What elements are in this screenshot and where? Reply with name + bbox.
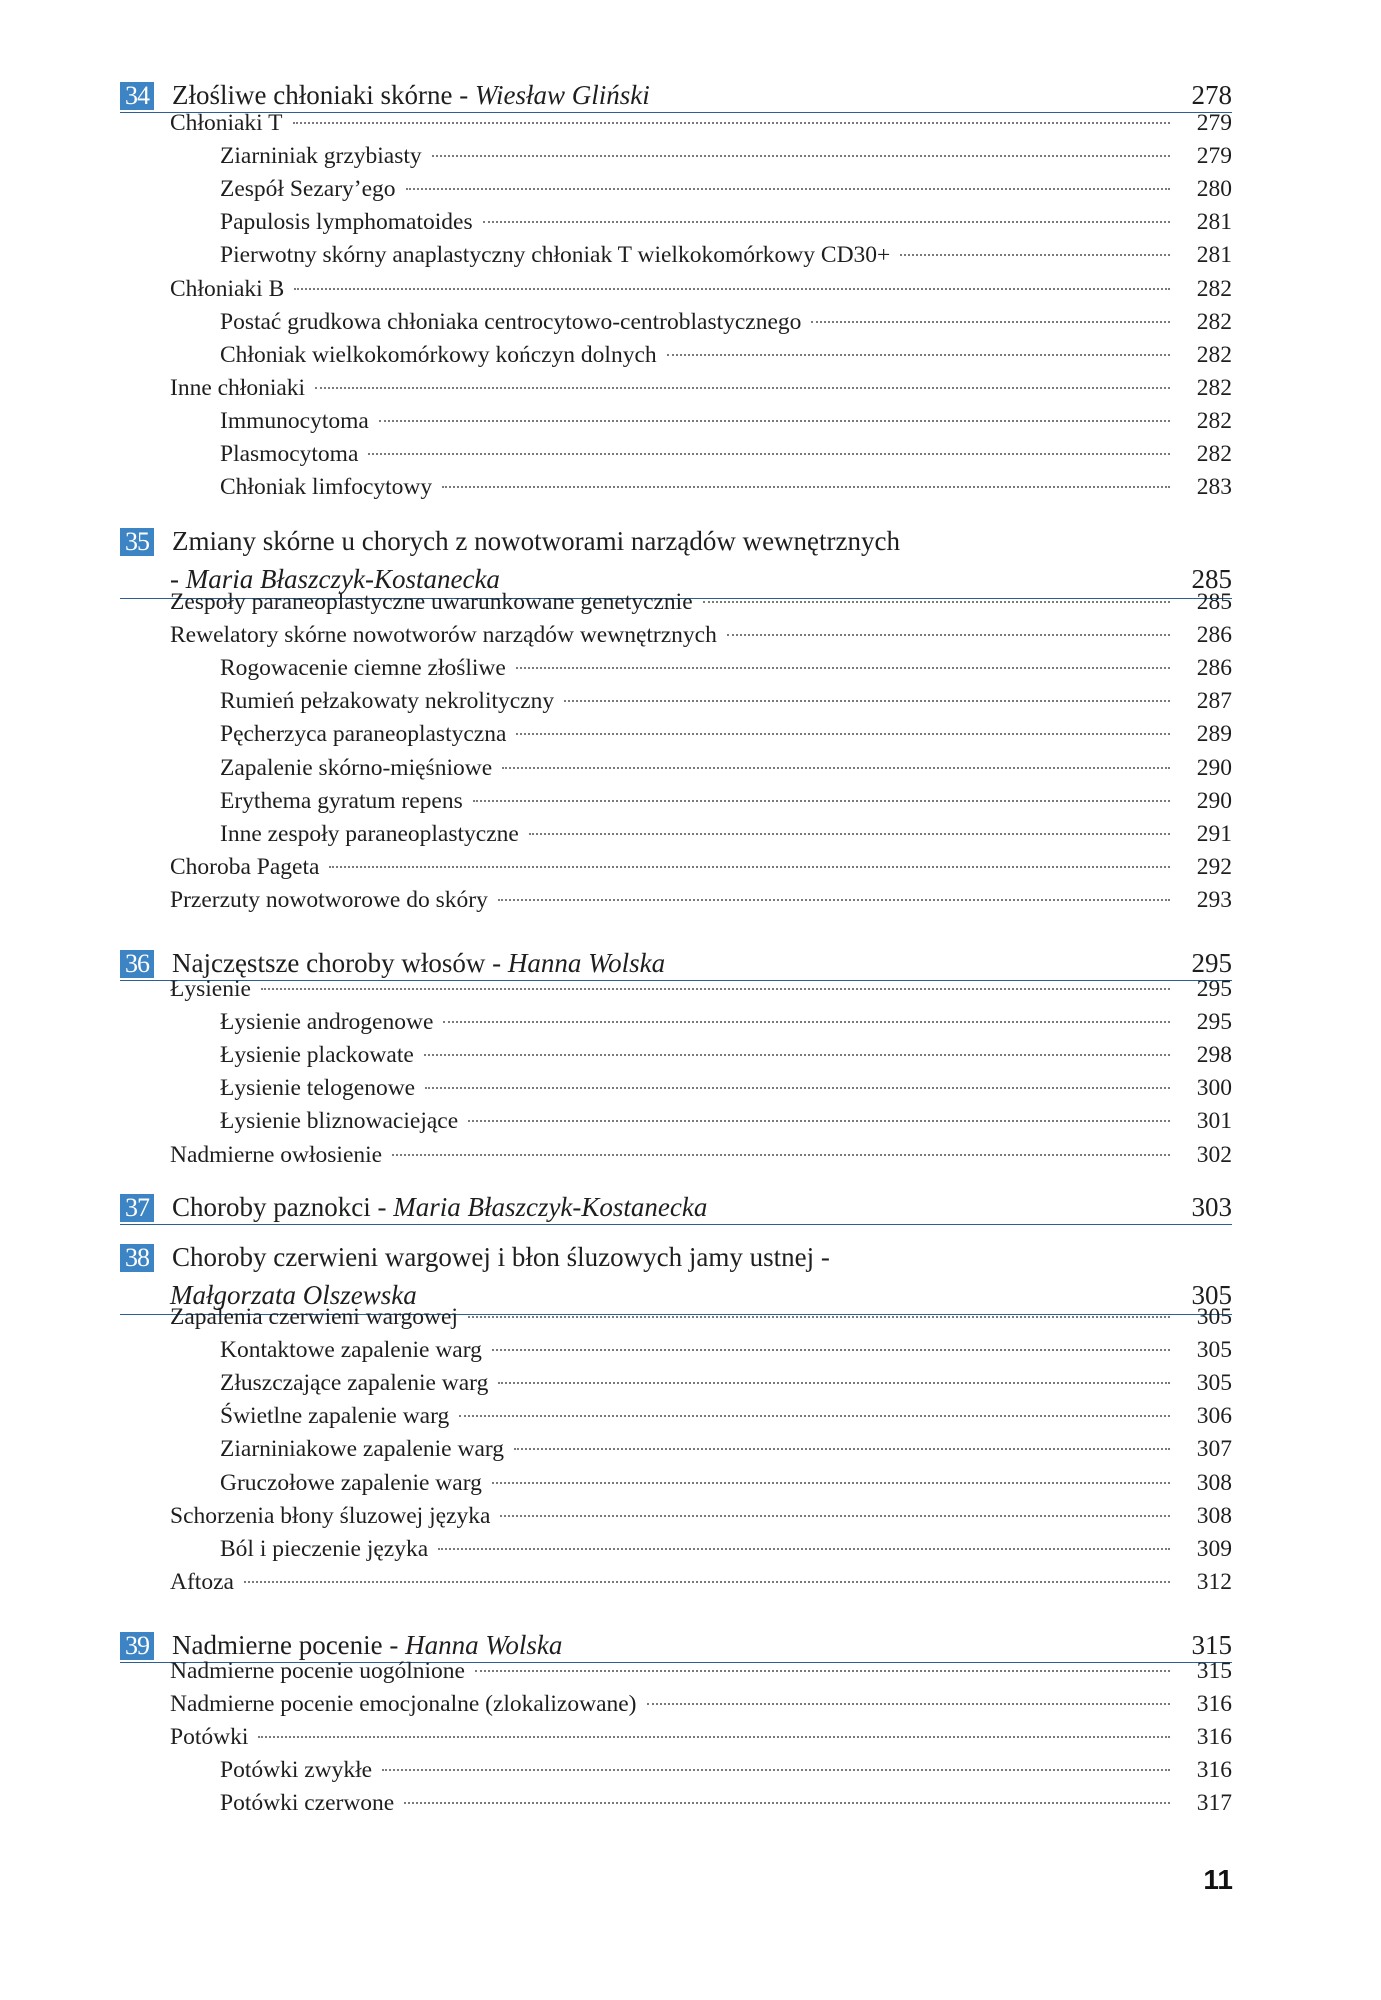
chapter-number-badge: 36: [120, 950, 154, 978]
toc-entry-page: 307: [1196, 1436, 1232, 1463]
toc-entry[interactable]: [220, 239, 1232, 271]
toc-entry-page: 279: [1196, 143, 1232, 170]
toc-entry-label: Inne chłoniaki: [170, 374, 306, 401]
toc-entry[interactable]: [220, 785, 1232, 817]
toc-entry[interactable]: [220, 818, 1232, 850]
chapter-title-text: Złośliwe chłoniaki skórne: [172, 80, 453, 110]
toc-entry[interactable]: [220, 1787, 1232, 1819]
dot-leader: [492, 1482, 1170, 1484]
toc-entry[interactable]: [220, 1400, 1232, 1432]
toc-entry[interactable]: [170, 884, 1232, 916]
toc-entry[interactable]: [170, 973, 1232, 1005]
toc-entry[interactable]: [220, 339, 1232, 371]
toc-entry-label: Aftoza: [170, 1568, 234, 1595]
toc-entry[interactable]: [220, 140, 1232, 172]
toc-entry-page: 316: [1196, 1691, 1232, 1718]
toc-entry-label: Łysienie androgenowe: [220, 1009, 434, 1036]
toc-entry-page: 298: [1196, 1042, 1232, 1069]
toc-entry[interactable]: [220, 1039, 1232, 1071]
toc-entry[interactable]: [220, 1334, 1232, 1366]
toc-entry[interactable]: [170, 619, 1232, 651]
dot-leader: [382, 1769, 1170, 1771]
toc-entry-label: Łysienie bliznowaciejące: [220, 1108, 459, 1135]
dot-leader: [294, 288, 1170, 290]
toc-entry[interactable]: [170, 1500, 1232, 1532]
chapter-heading[interactable]: [120, 1184, 1232, 1234]
author-separator: -: [814, 1242, 830, 1272]
toc-entry[interactable]: [170, 1721, 1232, 1753]
dot-leader: [425, 1087, 1170, 1089]
toc-entry-page: 316: [1196, 1757, 1232, 1784]
toc-entry[interactable]: [220, 752, 1232, 784]
dot-leader: [258, 1736, 1170, 1738]
toc-entry-page: 308: [1196, 1469, 1232, 1496]
toc-entry-label: Pęcherzyca paraneoplastyczna: [220, 721, 507, 748]
toc-entry-page: 316: [1196, 1724, 1232, 1751]
toc-entry[interactable]: [170, 1139, 1232, 1171]
dot-leader: [647, 1703, 1170, 1705]
dot-leader: [329, 866, 1170, 868]
dot-leader: [368, 453, 1170, 455]
toc-entry-label: Potówki zwykłe: [220, 1757, 373, 1784]
chapter-title-text: Najczęstsze choroby włosów: [172, 948, 486, 978]
toc-entry[interactable]: [220, 173, 1232, 205]
toc-entry-page: 305: [1196, 1337, 1232, 1364]
dot-leader: [498, 899, 1170, 901]
toc-entry-page: 281: [1196, 209, 1232, 236]
toc-entry[interactable]: [170, 372, 1232, 404]
toc-entry-page: 287: [1196, 688, 1232, 715]
toc-entry-label: Kontaktowe zapalenie warg: [220, 1337, 482, 1364]
chapter-title-text: Choroby czerwieni wargowej i błon śluzowych jamy ustnej: [172, 1242, 815, 1272]
chapter-number-badge: 37: [120, 1194, 154, 1222]
dot-leader: [443, 1021, 1170, 1023]
toc-entry-page: 305: [1196, 1304, 1232, 1330]
toc-entry-page: 280: [1196, 176, 1232, 203]
author-separator: -: [170, 564, 186, 594]
toc-entry[interactable]: [220, 1072, 1232, 1104]
dot-leader: [502, 767, 1170, 769]
chapter-page-number: 295: [1191, 948, 1232, 978]
toc-entry[interactable]: [220, 438, 1232, 470]
author-separator: -: [485, 948, 508, 978]
author-separator: -: [382, 1630, 406, 1660]
dot-leader: [900, 254, 1170, 256]
toc-entry-page: 282: [1196, 341, 1232, 368]
toc-entry-page: 305: [1196, 1370, 1232, 1397]
dot-leader: [473, 800, 1170, 802]
toc-entry-page: 289: [1196, 721, 1232, 748]
toc-entry-page: 286: [1196, 655, 1232, 682]
chapter-title: [172, 1240, 830, 1274]
dot-leader: [492, 1349, 1170, 1351]
toc-entry[interactable]: [220, 471, 1232, 503]
dot-leader: [432, 155, 1170, 157]
chapter-number-badge: 35: [120, 528, 154, 556]
chapter-title-text: Zmiany skórne u chorych z nowotworami narządów wewnętrznych: [172, 526, 900, 556]
toc-entry-page: 281: [1196, 242, 1232, 269]
toc-entry-label: Nadmierne owłosienie: [170, 1141, 383, 1168]
toc-entry[interactable]: [170, 1566, 1232, 1598]
toc-entry-label: Zespół Sezary’ego: [220, 176, 396, 203]
toc-entry[interactable]: [220, 1105, 1232, 1137]
toc-entry-page: 282: [1196, 374, 1232, 401]
toc-entry-label: Ziarniniakowe zapalenie warg: [220, 1436, 505, 1463]
toc-entry-page: 285: [1196, 589, 1232, 615]
dot-leader: [392, 1154, 1170, 1156]
chapter-title: [172, 1190, 707, 1224]
chapter-author: Hanna Wolska: [405, 1630, 563, 1660]
toc-entry-label: Erythema gyratum repens: [220, 787, 463, 814]
chapter-page-number: 278: [1191, 80, 1232, 110]
toc-entry-label: Ziarniniak grzybiasty: [220, 143, 422, 170]
toc-entry-page: 295: [1196, 1009, 1232, 1036]
dot-leader: [667, 354, 1170, 356]
toc-entry[interactable]: [220, 1467, 1232, 1499]
toc-entry-label: Rogowacenie ciemne złośliwe: [220, 655, 506, 682]
toc-entry[interactable]: [170, 1655, 1232, 1687]
toc-entry-label: Złuszczające zapalenie warg: [220, 1370, 489, 1397]
toc-entry-page: 295: [1196, 976, 1232, 1002]
dot-leader: [459, 1415, 1170, 1417]
toc-entry[interactable]: [220, 685, 1232, 717]
toc-entry[interactable]: [170, 273, 1232, 305]
chapter-number-badge: 39: [120, 1632, 154, 1660]
toc-entry-page: 282: [1196, 441, 1232, 467]
toc-entry[interactable]: [220, 1367, 1232, 1399]
toc-entry-label: Rumień pełzakowaty nekrolityczny: [220, 688, 555, 715]
toc-entry-label: Immunocytoma: [220, 407, 369, 434]
toc-entry-page: 301: [1196, 1108, 1232, 1135]
toc-entry-label: Choroba Pageta: [170, 853, 320, 880]
toc-entry-label: Łysienie telogenowe: [220, 1075, 416, 1102]
chapter-number-badge: 34: [120, 82, 154, 110]
toc-entry-page: 282: [1196, 407, 1232, 434]
dot-leader: [442, 486, 1170, 488]
chapter-author: Małgorzata Olszewska: [170, 1280, 417, 1310]
toc-entry-page: 286: [1196, 622, 1232, 649]
toc-entry-page: 300: [1196, 1075, 1232, 1102]
toc-entry-label: Inne zespoły paraneoplastyczne: [220, 820, 519, 847]
toc-entry[interactable]: [220, 1754, 1232, 1786]
toc-entry[interactable]: [220, 652, 1232, 684]
dot-leader: [483, 221, 1170, 223]
dot-leader: [564, 700, 1170, 702]
dot-leader: [498, 1382, 1170, 1384]
toc-entry-label: Nadmierne pocenie uogólnione: [170, 1658, 465, 1684]
dot-leader: [438, 1548, 1170, 1550]
toc-entry-page: 279: [1196, 110, 1232, 136]
toc-entry-label: Ból i pieczenie języka: [220, 1535, 429, 1562]
toc-entry-page: 317: [1196, 1790, 1232, 1817]
toc-entry[interactable]: [220, 1533, 1232, 1565]
author-separator: -: [370, 1192, 394, 1222]
dot-leader: [475, 1670, 1170, 1672]
dot-leader: [514, 1448, 1170, 1450]
dot-leader: [244, 1581, 1170, 1583]
dot-leader: [516, 667, 1170, 669]
dot-leader: [516, 733, 1170, 735]
toc-entry-label: Postać grudkowa chłoniaka centrocytowo-centroblastycznego: [220, 308, 802, 335]
toc-entry-label: Chłoniaki T: [170, 110, 283, 136]
toc-entry-page: 302: [1196, 1141, 1232, 1168]
toc-entry[interactable]: [220, 718, 1232, 750]
dot-leader: [468, 1316, 1170, 1318]
toc-entry-page: 283: [1196, 474, 1232, 501]
toc-entry[interactable]: [170, 107, 1232, 139]
chapter-rule: [120, 1224, 1232, 1225]
toc-entry-label: Papulosis lymphomatoides: [220, 209, 473, 236]
toc-entry-page: 290: [1196, 787, 1232, 814]
toc-entry-page: 292: [1196, 853, 1232, 880]
toc-entry-page: 282: [1196, 308, 1232, 335]
dot-leader: [404, 1802, 1170, 1804]
chapter-page-number: 303: [1191, 1192, 1232, 1222]
toc-entry-label: Pierwotny skórny anaplastyczny chłoniak T wielkokomórkowy CD30+: [220, 242, 891, 269]
toc-entry-page: 282: [1196, 275, 1232, 302]
toc-entry-page: 315: [1196, 1658, 1232, 1684]
toc-entry-label: Gruczołowe zapalenie warg: [220, 1469, 482, 1496]
toc-entry-label: Zespoły paraneoplastyczne uwarunkowane genetycznie: [170, 589, 693, 615]
toc-entry-label: Zapalenie skórno-mięśniowe: [220, 754, 493, 781]
chapter-page-number: 285: [1191, 564, 1232, 594]
chapter-page-number: 315: [1191, 1630, 1232, 1660]
dot-leader: [424, 1054, 1170, 1056]
toc-entry-label: Chłoniak wielkokomórkowy kończyn dolnych: [220, 341, 657, 368]
chapter-author: Hanna Wolska: [507, 948, 666, 978]
toc-entry-page: 309: [1196, 1535, 1232, 1562]
dot-leader: [406, 188, 1170, 190]
toc-entry-label: Nadmierne pocenie emocjonalne (zlokalizowane): [170, 1691, 637, 1718]
toc-entry[interactable]: [220, 206, 1232, 238]
dot-leader: [703, 601, 1170, 603]
toc-entry-label: Zapalenia czerwieni wargowej: [170, 1304, 458, 1330]
dot-leader: [293, 122, 1171, 124]
toc-entry-label: Schorzenia błony śluzowej języka: [170, 1502, 491, 1529]
page-number: 11: [1203, 1864, 1233, 1895]
toc-entry[interactable]: [220, 405, 1232, 437]
toc-entry-page: 290: [1196, 754, 1232, 781]
dot-leader: [379, 420, 1170, 422]
toc-entry-label: Przerzuty nowotworowe do skóry: [170, 886, 488, 913]
toc-entry[interactable]: [220, 1006, 1232, 1038]
chapter-title: [172, 524, 900, 558]
chapter-number-badge: 38: [120, 1244, 154, 1272]
toc-entry-label: Potówki: [170, 1724, 249, 1751]
toc-entry[interactable]: [170, 1301, 1232, 1333]
toc-entry[interactable]: [220, 306, 1232, 338]
toc-entry-page: 312: [1196, 1568, 1232, 1595]
dot-leader: [529, 833, 1170, 835]
toc-entry[interactable]: [170, 586, 1232, 618]
toc-entry-page: 306: [1196, 1403, 1232, 1430]
toc-entry-label: Chłoniaki B: [170, 275, 285, 302]
toc-entry-label: Łysienie: [170, 976, 251, 1002]
toc-entry-label: Łysienie plackowate: [220, 1042, 414, 1069]
toc-entry-page: 291: [1196, 820, 1232, 847]
toc-entry-label: Chłoniak limfocytowy: [220, 474, 433, 501]
dot-leader: [468, 1120, 1170, 1122]
toc-entry-label: Rewelatory skórne nowotworów narządów wewnętrznych: [170, 622, 717, 649]
toc-entry[interactable]: [220, 1433, 1232, 1465]
toc-entry-label: Potówki czerwone: [220, 1790, 395, 1817]
toc-entry-label: Plasmocytoma: [220, 441, 359, 467]
toc-entry-page: 308: [1196, 1502, 1232, 1529]
dot-leader: [727, 634, 1170, 636]
chapter-title-text: Choroby paznokci: [172, 1192, 371, 1222]
chapter-author: Maria Błaszczyk-Kostanecka: [393, 1192, 708, 1222]
toc-entry[interactable]: [170, 851, 1232, 883]
author-separator: -: [452, 80, 475, 110]
chapter-author: Wiesław Gliński: [474, 80, 650, 110]
chapter-page-number: 305: [1191, 1280, 1232, 1310]
dot-leader: [315, 387, 1170, 389]
dot-leader: [811, 321, 1170, 323]
toc-entry-page: 293: [1196, 886, 1232, 913]
toc-entry[interactable]: [170, 1688, 1232, 1720]
toc-entry-label: Świetlne zapalenie warg: [220, 1403, 450, 1430]
dot-leader: [261, 988, 1170, 990]
chapter-author: Maria Błaszczyk-Kostanecka: [185, 564, 500, 594]
chapter-title-text: Nadmierne pocenie: [172, 1630, 383, 1660]
dot-leader: [500, 1515, 1170, 1517]
